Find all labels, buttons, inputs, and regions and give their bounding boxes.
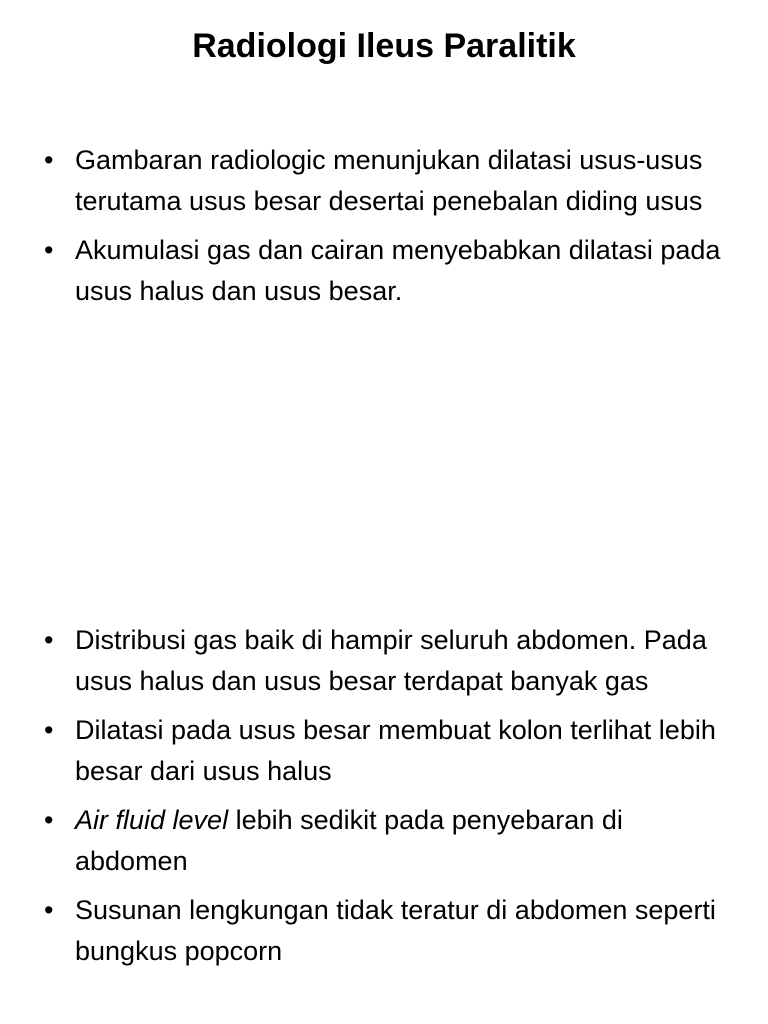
bullet-dot: • xyxy=(44,805,54,835)
bullet-text: Akumulasi gas dan cairan menyebabkan dilatasi pada usus halus dan usus besar. xyxy=(75,235,721,306)
bullet-dot: • xyxy=(44,235,54,265)
bullet-item xyxy=(44,800,734,881)
bullet-text xyxy=(75,805,623,876)
italic-term: Air fluid level xyxy=(75,805,229,835)
bullet-dot: • xyxy=(44,625,54,655)
bullet-text: Dilatasi pada usus besar membuat kolon terlihat lebih besar dari usus halus xyxy=(75,715,716,786)
bullet-dot: • xyxy=(44,145,54,175)
bullet-item xyxy=(44,230,734,311)
bullet-text: Gambaran radiologic menunjukan dilatasi usus-usus terutama usus besar desertai penebalan diding usus xyxy=(75,145,703,216)
bullet-text: Susunan lengkungan tidak teratur di abdomen seperti bungkus popcorn xyxy=(75,895,716,966)
bullet-item xyxy=(44,620,734,701)
slide-title: Radiologi Ileus Paralitik xyxy=(192,27,576,65)
top-bullet-list xyxy=(44,140,734,320)
bullet-item xyxy=(44,710,734,791)
bullet-dot: • xyxy=(44,715,54,745)
bullet-text-rest: lebih sedikit pada penyebaran di abdomen xyxy=(75,805,623,876)
bullet-item xyxy=(44,890,734,971)
bullet-dot: • xyxy=(44,895,54,925)
bullet-text: Distribusi gas baik di hampir seluruh abdomen. Pada usus halus dan usus besar terdapat banyak gas xyxy=(75,625,707,696)
bullet-item xyxy=(44,140,734,221)
bottom-bullet-list xyxy=(44,620,734,980)
